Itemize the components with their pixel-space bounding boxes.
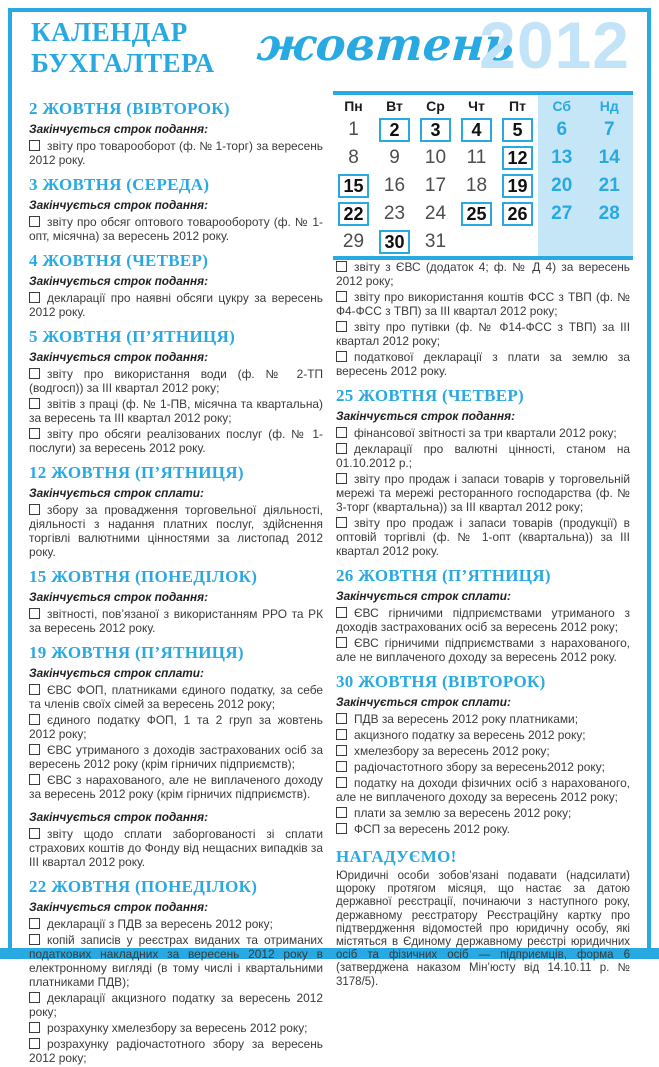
item-checkbox[interactable] [336, 291, 347, 302]
checklist-item: звіту про путівки (ф. № Ф14-ФСС з ТВП) за III квартал 2012 року; [336, 320, 630, 348]
calendar-day-cell [497, 228, 538, 256]
highlighted-date-box[interactable]: 3 [420, 118, 451, 142]
page-title [31, 17, 215, 79]
deadline-section [29, 464, 323, 559]
calendar-day-cell[interactable] [456, 116, 497, 144]
deadline-group [29, 486, 323, 559]
item-checkbox[interactable] [336, 473, 347, 484]
checklist-item: звіту про використання води (ф. № 2-ТП (водгосп)) за III квартал 2012 року; [29, 367, 323, 395]
checklist-item: податку на доходи фізичних осіб з нарахованого, але не виплаченого доходу за вересень 2012 року; [336, 776, 630, 804]
item-checkbox[interactable] [29, 428, 40, 439]
deadline-group [336, 589, 630, 664]
calendar-day-cell[interactable]: 24 [424, 203, 447, 224]
item-checkbox[interactable] [29, 684, 40, 695]
item-checkbox[interactable] [336, 607, 347, 618]
highlighted-date-box[interactable]: 4 [461, 118, 492, 142]
highlighted-date-box[interactable]: 15 [338, 174, 369, 198]
calendar-day-header: Пн [344, 97, 363, 114]
calendar-day-cell[interactable] [456, 200, 497, 228]
checklist-item: ЄВС утриманого з доходів застрахованих осіб за вересень 2012 року (крім гірничих підприємств); [29, 743, 323, 771]
item-checkbox[interactable] [336, 427, 347, 438]
checklist-item: плати за землю за вересень 2012 року; [336, 806, 630, 820]
checklist-item: копій записів у реєстрах виданих та отриманих податкових накладних за вересень 2012 року в електронному вигляді (в тому числі і квартальними платниками ПДВ); [29, 933, 323, 989]
year-label: 2012 [479, 8, 630, 82]
highlighted-date-box[interactable]: 5 [502, 118, 533, 142]
item-checkbox[interactable] [29, 714, 40, 725]
item-checkbox[interactable] [29, 828, 40, 839]
calendar-day-header: Ср [426, 97, 445, 114]
calendar-day-cell[interactable] [415, 116, 456, 144]
deadline-section [336, 387, 630, 558]
deadline-section [336, 673, 630, 836]
section-date-heading: 2 ЖОВТНЯ (ВІВТОРОК) [29, 99, 230, 118]
deadline-group [336, 260, 630, 378]
page-title-line1: КАЛЕНДАР [31, 17, 188, 47]
section-date-heading: 4 ЖОВТНЯ (ЧЕТВЕР) [29, 251, 209, 270]
left-column [29, 91, 323, 1067]
item-checkbox[interactable] [29, 934, 40, 945]
right-column [336, 91, 630, 1067]
highlighted-date-box[interactable]: 19 [502, 174, 533, 198]
reminder-text: Юридичні особи зобов’язані подавати (надсилати) щороку протягом місяця, що настає за датою державної реєстрації, починаючи з наступного року, державному реєстратору Реєстраційну картку про підтвердження відомостей про юридичну особу, які містяться в Єдиному державному реєстрі юридичних осіб та фізичних осіб — підприємців, форма 6 (затверджена наказом Мін’юсту від 14.10.11 р. № 3178/5). [336, 870, 630, 988]
checklist-item: звітів з праці (ф. № 1-ПВ, місячна та квартальна) за вересень та III квартал 2012 року; [29, 397, 323, 425]
item-checkbox[interactable] [336, 351, 347, 362]
calendar-day-cell[interactable]: 8 [348, 147, 359, 168]
section-date-heading: 12 ЖОВТНЯ (П’ЯТНИЦЯ) [29, 463, 244, 482]
calendar-day-cell[interactable]: 6 [538, 116, 586, 144]
item-checkbox[interactable] [336, 443, 347, 454]
section-date-heading: 19 ЖОВТНЯ (П’ЯТНИЦЯ) [29, 643, 244, 662]
section-date-heading: 5 ЖОВТНЯ (П’ЯТНИЦЯ) [29, 327, 236, 346]
item-checkbox[interactable] [29, 992, 40, 1003]
checklist-item: звіту про обсяг оптового товарообороту (ф. № 1-опт, місячна) за вересень 2012 року. [29, 215, 323, 243]
checklist-item: ПДВ за вересень 2012 року платниками; [336, 712, 630, 726]
checklist-item: звітності, пов’язаної з використанням РРО та РК за вересень 2012 року. [29, 607, 323, 635]
checklist-item: ЄВС ФОП, платниками єдиного податку, за себе та членів своїх сімей за вересень 2012 року; [29, 683, 323, 711]
checklist-item: акцизного податку за вересень 2012 року; [336, 728, 630, 742]
calendar-day-cell[interactable]: 7 [586, 116, 634, 144]
calendar-day-cell[interactable]: 29 [342, 231, 365, 252]
checklist-item: звіту з ЄВС (додаток 4; ф. № Д 4) за вересень 2012 року; [336, 260, 630, 288]
calendar-day-header: Пт [509, 97, 526, 114]
calendar-day-header: Сб [538, 95, 586, 116]
deadline-group [29, 900, 323, 1065]
section-date-heading: 3 ЖОВТНЯ (СЕРЕДА) [29, 175, 210, 194]
calendar-day-cell[interactable]: 9 [389, 147, 400, 168]
deadline-type-label: Закінчується строк сплати: [336, 589, 511, 603]
checklist-item: звіту про використання коштів ФСС з ТВП (ф. № Ф4-ФСС з ТВП) за III квартал 2012 року; [336, 290, 630, 318]
calendar-day-cell[interactable]: 27 [538, 200, 586, 228]
section-date-heading: 25 ЖОВТНЯ (ЧЕТВЕР) [336, 386, 525, 405]
deadline-section [336, 567, 630, 664]
calendar-day-header: Чт [468, 97, 485, 114]
highlighted-date-box[interactable]: 2 [379, 118, 410, 142]
item-checkbox[interactable] [336, 517, 347, 528]
deadline-group [29, 350, 323, 455]
checklist-item: звіту про товарооборот (ф. № 1-торг) за вересень 2012 року. [29, 139, 323, 167]
deadline-section [29, 878, 323, 1065]
item-checkbox[interactable] [336, 761, 347, 772]
calendar-day-cell[interactable]: 28 [586, 200, 634, 228]
deadline-type-label: Закінчується строк подання: [29, 590, 208, 604]
calendar-day-cell[interactable]: 23 [383, 203, 406, 224]
calendar-day-cell[interactable] [497, 200, 538, 228]
deadline-group [336, 695, 630, 836]
checklist-item: радіочастотного збору за вересень2012 року; [336, 760, 630, 774]
calendar-day-cell[interactable]: 13 [538, 144, 586, 172]
calendar-day-cell[interactable]: 21 [586, 172, 634, 200]
checklist-item: декларації з ПДВ за вересень 2012 року; [29, 917, 323, 931]
deadline-section [29, 176, 323, 243]
calendar-day-cell [456, 228, 497, 256]
deadline-type-label: Закінчується строк подання: [29, 122, 208, 136]
item-checkbox[interactable] [29, 774, 40, 785]
calendar-day-cell[interactable]: 11 [466, 147, 487, 168]
calendar-day-cell[interactable] [374, 228, 415, 256]
reminder-block [336, 848, 630, 989]
deadline-group [336, 409, 630, 558]
checklist-item: збору за провадження торговельної діяльності, діяльності з надання платних послуг, здійснення торгівлі валютними цінностями за листопад 2012 року. [29, 503, 323, 559]
checklist-item: звіту про продаж і запаси товарів (продукції) в оптовій торгівлі (ф. № 1-опт (квартальна)) за III квартал 2012 року. [336, 516, 630, 558]
calendar-day-cell[interactable]: 31 [424, 231, 447, 252]
item-checkbox[interactable] [336, 777, 347, 788]
deadline-section [29, 568, 323, 635]
checklist-item: податкової декларації з плати за землю за вересень 2012 року. [336, 350, 630, 378]
deadline-section [29, 328, 323, 455]
calendar-day-cell[interactable] [374, 116, 415, 144]
checklist-item: звіту про обсяги реалізованих послуг (ф. № 1-послуги) за вересень 2012 року. [29, 427, 323, 455]
item-checkbox[interactable] [29, 398, 40, 409]
calendar-day-cell[interactable] [333, 172, 374, 200]
calendar-day-cell[interactable] [497, 172, 538, 200]
calendar-day-cell[interactable] [333, 200, 374, 228]
item-checkbox[interactable] [336, 261, 347, 272]
calendar-day-cell [538, 228, 586, 256]
deadline-group [29, 810, 323, 869]
calendar-day-cell[interactable]: 18 [465, 175, 488, 196]
deadline-type-label: Закінчується строк подання: [29, 274, 208, 288]
checklist-item: ФСП за вересень 2012 року. [336, 822, 630, 836]
item-checkbox[interactable] [29, 1022, 40, 1033]
calendar-day-cell [586, 228, 634, 256]
calendar-grid [333, 95, 633, 256]
page [29, 8, 630, 1067]
reminder-heading: НАГАДУЄМО! [336, 847, 457, 866]
checklist-item: звіту про продаж і запаси товарів у торговельній мережі та мережі ресторанного господарства (ф. № 3-торг (квартальна)) за III квартал 2012 року; [336, 472, 630, 514]
calendar-day-cell[interactable] [497, 144, 538, 172]
highlighted-date-box[interactable]: 22 [338, 202, 369, 226]
calendar-day-cell[interactable]: 10 [424, 147, 447, 168]
deadline-section [29, 644, 323, 869]
deadline-section [336, 260, 630, 378]
calendar-day-cell[interactable]: 20 [538, 172, 586, 200]
checklist-item: ЄВС гірничими підприємствами з нарахованого, але не виплаченого доходу за вересень 2012 року. [336, 636, 630, 664]
deadline-type-label: Закінчується строк подання: [29, 198, 208, 212]
item-checkbox[interactable] [29, 292, 40, 303]
highlighted-date-box[interactable]: 30 [379, 230, 410, 254]
item-checkbox[interactable] [29, 504, 40, 515]
deadline-group [29, 666, 323, 801]
checklist-item: ЄВС гірничими підприємствами утриманого з доходів застрахованих осіб за вересень 2012 року; [336, 606, 630, 634]
item-checkbox[interactable] [336, 637, 347, 648]
checklist-item: декларації про наявні обсяги цукру за вересень 2012 року. [29, 291, 323, 319]
columns [29, 91, 630, 1067]
item-checkbox[interactable] [336, 745, 347, 756]
item-checkbox[interactable] [336, 823, 347, 834]
item-checkbox[interactable] [336, 713, 347, 724]
item-checkbox[interactable] [29, 608, 40, 619]
calendar-day-header: Вт [386, 97, 403, 114]
checklist-item: ЄВС з нарахованого, але не виплаченого доходу за вересень 2012 року (крім гірничих підприємств). [29, 773, 323, 801]
deadline-group [29, 198, 323, 243]
checklist-item: розрахунку радіочастотного збору за вересень 2012 року; [29, 1037, 323, 1065]
section-date-heading: 22 ЖОВТНЯ (ПОНЕДІЛОК) [29, 877, 258, 896]
checklist-item: фінансової звітності за три квартали 2012 року; [336, 426, 630, 440]
highlighted-date-box[interactable]: 25 [461, 202, 492, 226]
calendar-day-header: Нд [586, 95, 634, 116]
item-checkbox[interactable] [29, 744, 40, 755]
calendar-day-cell[interactable]: 17 [424, 175, 447, 196]
deadline-type-label: Закінчується строк подання: [336, 409, 515, 423]
month-name: жовтень [255, 18, 516, 71]
deadline-type-label: Закінчується строк сплати: [336, 695, 511, 709]
calendar-day-cell[interactable]: 14 [586, 144, 634, 172]
calendar-day-cell[interactable]: 16 [383, 175, 406, 196]
checklist-item: декларації про валютні цінності, станом на 01.10.2012 р.; [336, 442, 630, 470]
page-title-line2: БУХГАЛТЕРА [31, 48, 215, 78]
highlighted-date-box[interactable]: 12 [502, 146, 533, 170]
calendar-day-cell[interactable]: 1 [348, 119, 359, 140]
item-checkbox[interactable] [336, 321, 347, 332]
item-checkbox[interactable] [29, 368, 40, 379]
deadline-type-label: Закінчується строк подання: [29, 350, 208, 364]
section-date-heading: 26 ЖОВТНЯ (П’ЯТНИЦЯ) [336, 566, 551, 585]
item-checkbox[interactable] [336, 729, 347, 740]
deadline-group [29, 590, 323, 635]
month-calendar [333, 91, 633, 260]
section-date-heading: 15 ЖОВТНЯ (ПОНЕДІЛОК) [29, 567, 258, 586]
deadline-type-label: Закінчується строк подання: [29, 900, 208, 914]
checklist-item: єдиного податку ФОП, 1 та 2 груп за жовтень 2012 року; [29, 713, 323, 741]
page-header [29, 8, 630, 87]
deadline-type-label: Закінчується строк подання: [29, 810, 208, 824]
item-checkbox[interactable] [29, 140, 40, 151]
item-checkbox[interactable] [29, 1038, 40, 1049]
deadline-type-label: Закінчується строк сплати: [29, 666, 204, 680]
item-checkbox[interactable] [29, 918, 40, 929]
deadline-group [29, 274, 323, 319]
highlighted-date-box[interactable]: 26 [502, 202, 533, 226]
checklist-item: хмелезбору за вересень 2012 року; [336, 744, 630, 758]
deadline-type-label: Закінчується строк сплати: [29, 486, 204, 500]
section-date-heading: 30 ЖОВТНЯ (ВІВТОРОК) [336, 672, 546, 691]
deadline-section [29, 100, 323, 167]
checklist-item: звіту щодо сплати заборгованості зі сплати страхових коштів до Фонду від нещасних випадків за III квартал 2012 року. [29, 827, 323, 869]
right-sections-mount [336, 260, 630, 836]
checklist-item: декларації акцизного податку за вересень 2012 року; [29, 991, 323, 1019]
calendar-day-cell[interactable] [497, 116, 538, 144]
deadline-section [29, 252, 323, 319]
deadline-group [29, 122, 323, 167]
checklist-item: розрахунку хмелезбору за вересень 2012 року; [29, 1021, 323, 1035]
item-checkbox[interactable] [336, 807, 347, 818]
item-checkbox[interactable] [29, 216, 40, 227]
